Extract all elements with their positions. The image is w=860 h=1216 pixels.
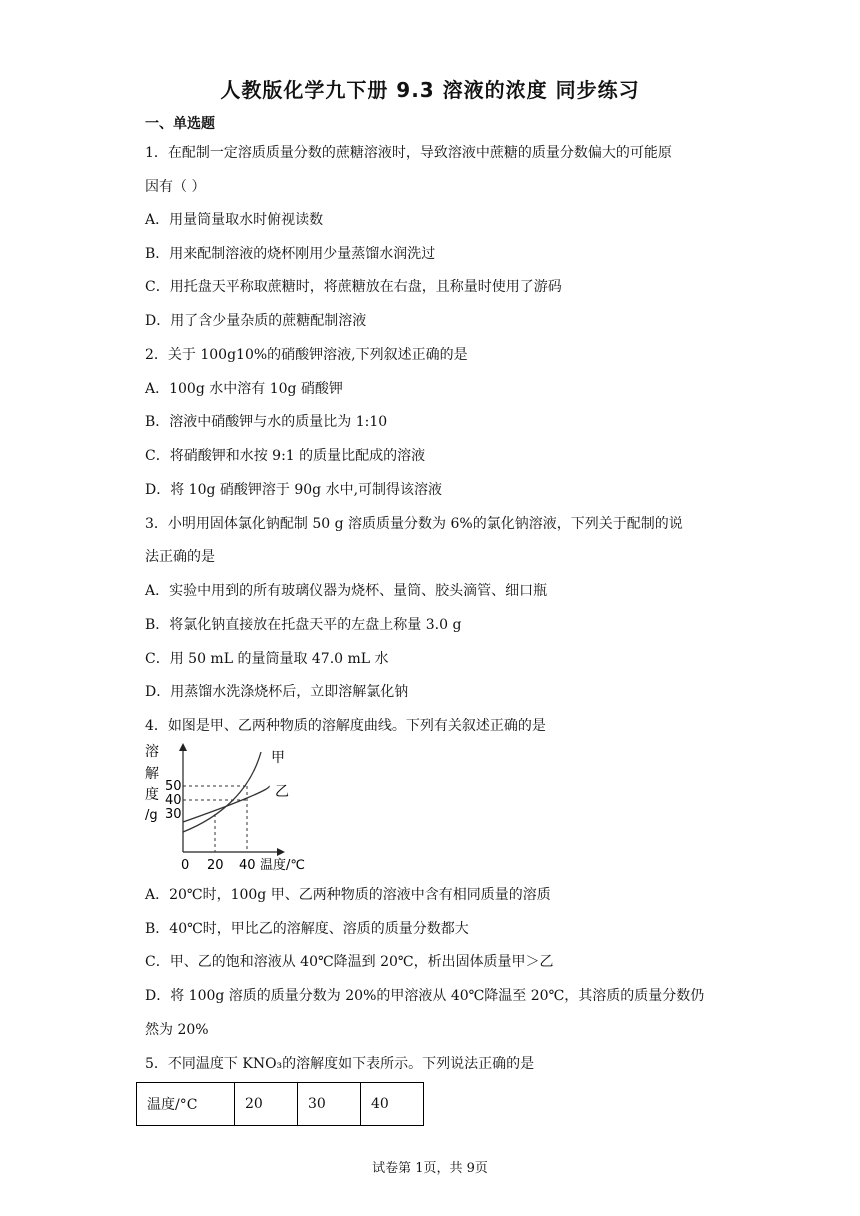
table-cell: 温度/°C	[137, 1083, 235, 1126]
q1-option-b: B．用来配制溶液的烧杯刚用少量蒸馏水润洗过	[145, 246, 436, 262]
curve-yi	[183, 786, 269, 822]
table-row	[137, 1083, 424, 1126]
q1-option-a: A．用量筒量取水时俯视读数	[145, 212, 324, 228]
question-3-stem-cont: 法正确的是	[145, 549, 215, 565]
q4-option-d: D．将 100g 溶质的质量分数为 20%的甲溶液从 40℃降温至 20℃，其溶质的质量分数仍	[145, 988, 705, 1004]
q1-option-c: C．用托盘天平称取蔗糖时，将蔗糖放在右盘，且称量时使用了游码	[145, 279, 562, 295]
question-4-stem: 4．如图是甲、乙两种物质的溶解度曲线。下列有关叙述正确的是	[145, 718, 546, 734]
y-axis-arrow	[179, 743, 187, 751]
question-5-stem: 5．不同温度下 KNO₃的溶解度如下表所示。下列说法正确的是	[145, 1056, 535, 1072]
x-tick-label: 0	[181, 858, 190, 872]
q2-option-d: D．将 10g 硝酸钾溶于 90g 水中,可制得该溶液	[145, 482, 443, 498]
q2-option-c: C．将硝酸钾和水按 9:1 的质量比配成的溶液	[145, 448, 426, 464]
y-axis-label-char: 解	[145, 766, 159, 782]
question-2-stem: 2．关于 100g10%的硝酸钾溶液,下列叙述正确的是	[145, 347, 468, 363]
curve-label-jia: 甲	[271, 750, 285, 766]
q3-option-d: D．用蒸馏水洗涤烧杯后，立即溶解氯化钠	[145, 684, 409, 700]
table-cell: 20	[235, 1083, 298, 1126]
page-footer: 试卷第 1页，共 9页	[372, 1161, 488, 1176]
q4-option-c: C．甲、乙的饱和溶液从 40℃降温到 20℃，析出固体质量甲＞乙	[145, 954, 554, 970]
q4-option-b: B．40℃时，甲比乙的溶解度、溶质的质量分数都大	[145, 921, 469, 937]
q1-option-d: D．用了含少量杂质的蔗糖配制溶液	[145, 313, 367, 329]
q4-option-a: A．20℃时，100g 甲、乙两种物质的溶液中含有相同质量的溶质	[145, 887, 551, 903]
question-3-stem: 3．小明用固体氯化钠配制 50 g 溶质质量分数为 6%的氯化钠溶液，下列关于配制的说	[145, 516, 683, 532]
x-tick-label: 40	[239, 858, 256, 872]
q3-option-c: C．用 50 mL 的量筒量取 47.0 mL 水	[145, 651, 389, 667]
table-cell: 30	[298, 1083, 361, 1126]
kno3-solubility-table	[136, 1082, 424, 1126]
x-axis-arrow	[277, 848, 285, 856]
section-heading: 一、单选题	[145, 116, 215, 132]
y-tick-label: 40	[165, 793, 182, 808]
question-1-stem-cont: 因有（ ）	[145, 179, 206, 195]
table-cell: 40	[361, 1083, 424, 1126]
y-axis-label-char: /g	[145, 808, 158, 823]
curve-jia	[183, 752, 261, 832]
q4-option-d-cont: 然为 20%	[145, 1022, 209, 1038]
curve-label-yi: 乙	[275, 784, 289, 800]
q3-option-b: B．将氯化钠直接放在托盘天平的左盘上称量 3.0 g	[145, 617, 462, 633]
y-tick-label: 30	[165, 807, 182, 822]
x-axis-label: 温度/℃	[260, 858, 305, 872]
q3-option-a: A．实验中用到的所有玻璃仪器为烧杯、量筒、胶头滴管、细口瓶	[145, 583, 548, 599]
x-tick-label: 20	[207, 858, 224, 872]
q2-option-a: A．100g 水中溶有 10g 硝酸钾	[145, 381, 343, 397]
y-axis-label-char: 溶	[145, 744, 159, 760]
question-1-stem: 1．在配制一定溶质质量分数的蔗糖溶液时，导致溶液中蔗糖的质量分数偏大的可能原	[145, 145, 672, 161]
solubility-curve-figure	[143, 742, 323, 872]
page-title: 人教版化学九下册 9.3 溶液的浓度 同步练习	[220, 78, 640, 102]
q2-option-b: B．溶液中硝酸钾与水的质量比为 1:10	[145, 414, 388, 430]
y-axis-label-char: 度	[145, 787, 159, 803]
y-tick-label: 50	[165, 779, 182, 794]
